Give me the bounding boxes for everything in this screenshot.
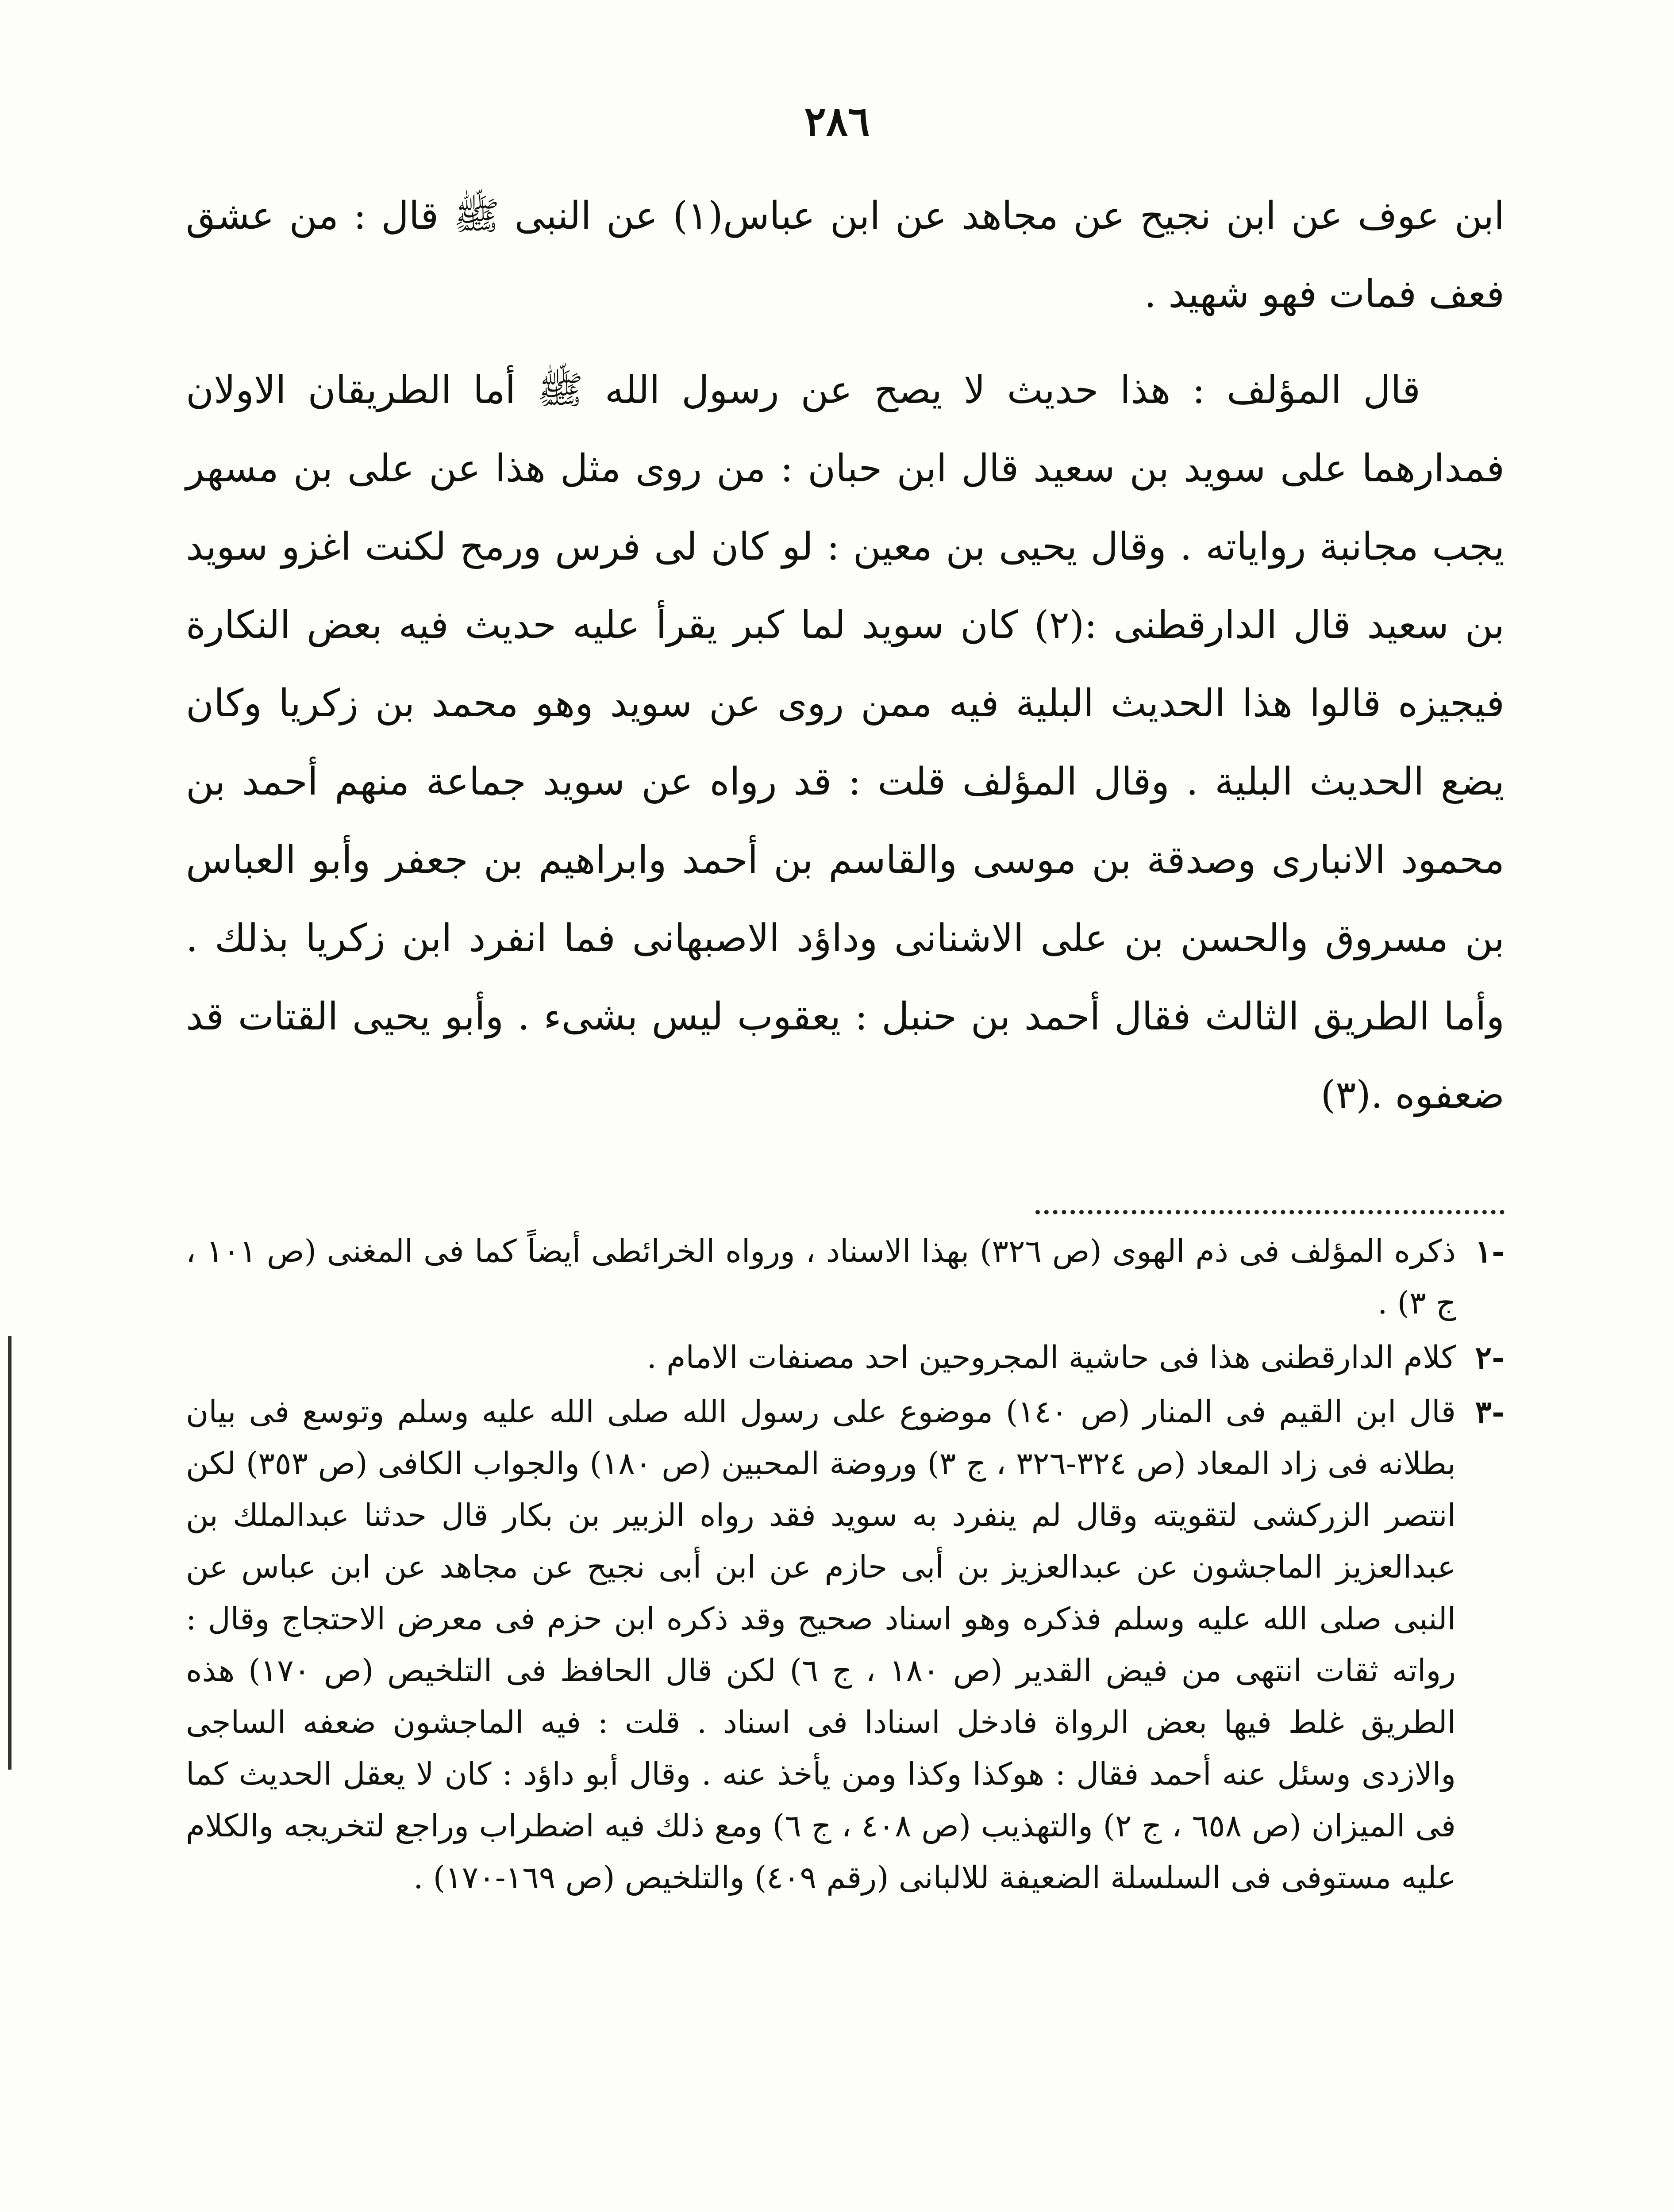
footnote-1 <box>186 1225 1505 1329</box>
footnote-separator <box>1035 1210 1505 1214</box>
footnotes <box>186 1225 1505 1906</box>
footnote-number: -١ <box>1475 1233 1505 1270</box>
paragraph-commentary: قال المؤلف : هذا حديث لا يصح عن رسول الله ﷺ أما الطريقان الاولان فمدارهما على سويد بن سعيد قال ابن حبان : من روى مثل هذا عن على بن مسهر يجب مجانبة رواياته . وقال يحيى بن معين : لو كان لى فرس ورمح لكنت اغزو سويد بن سعيد قال الدارقطنى :(٢) كان سويد لما كبر يقرأ عليه حديث فيه بعض النكارة فيجيزه قالوا هذا الحديث البلية فيه ممن روى عن سويد وهو محمد بن زكريا وكان يضع الحديث البلية . وقال المؤلف قلت : قد رواه عن سويد جماعة منهم أحمد بن محمود الانبارى وصدقة بن موسى والقاسم بن أحمد وابراهيم بن جعفر وأبو العباس بن مسروق والحسن بن على الاشنانى وداؤد الاصبهانى فما انفرد ابن زكريا بذلك . وأما الطريق الثالث فقال أحمد بن حنبل : يعقوب ليس بشىء . وأبو يحيى القتات قد ضعفوه .(٣) <box>186 368 1505 1117</box>
footnote-text: كلام الدارقطنى هذا فى حاشية المجروحين احد مصنفات الامام . <box>647 1339 1456 1375</box>
main-text <box>186 177 1505 1152</box>
footnote-3 <box>186 1386 1505 1904</box>
page-number: ٢٨٦ <box>804 97 870 145</box>
scan-edge-mark <box>8 1336 12 1770</box>
footnote-text: قال ابن القيم فى المنار (ص ١٤٠) موضوع على رسول الله صلى الله عليه وسلم وتوسع فى بيان بطلانه فى زاد المعاد (ص ٣٢٤-٣٢٦ ، ج ٣) وروضة المحبين (ص ١٨٠) والجواب الكافى (ص ٣٥٣) لكن انتصر الزركشى لتقويته وقال لم ينفرد به سويد فقد رواه الزبير بن بكار قال حدثنا عبدالملك بن عبدالعزيز الماجشون عن عبدالعزيز بن أبى حازم عن ابن أبى نجيح عن مجاهد عن ابن عباس عن النبى صلى الله عليه وسلم فذكره وهو اسناد صحيح وقد ذكره ابن حزم فى معرض الاحتجاج وقال : رواته ثقات انتهى من فيض القدير (ص ١٨٠ ، ج ٦) لكن قال الحافظ فى التلخيص (ص ١٧٠) هذه الطريق غلط فيها بعض الرواة فادخل اسنادا فى اسناد . قلت : فيه الماجشون ضعفه الساجى والازدى وسئل عنه أحمد فقال : هوكذا وكذا ومن يأخذ عنه . وقال أبو داؤد : كان لا يعقل الحديث كما فى الميزان (ص ٦٥٨ ، ج ٢) والتهذيب (ص ٤٠٨ ، ج ٦) ومع ذلك فيه اضطراب وراجع لتخريجه والكلام عليه مستوفى فى السلسلة الضعيفة للالبانى (رقم ٤٠٩) والتلخيص (ص ١٦٩-١٧٠) . <box>186 1394 1456 1896</box>
paragraph-hadith: ابن عوف عن ابن نجيح عن مجاهد عن ابن عباس(١) عن النبى ﷺ قال : من عشق فعف فمات فهو شهيد . <box>186 194 1505 316</box>
footnote-text: ذكره المؤلف فى ذم الهوى (ص ٣٢٦) بهذا الاسناد ، ورواه الخرائطى أيضاً كما فى المغنى (ص ١٠١ ، ج ٣) . <box>186 1233 1456 1321</box>
footnote-2 <box>186 1332 1505 1383</box>
footnote-number: -٣ <box>1475 1394 1505 1430</box>
footnote-number: -٢ <box>1475 1339 1505 1376</box>
